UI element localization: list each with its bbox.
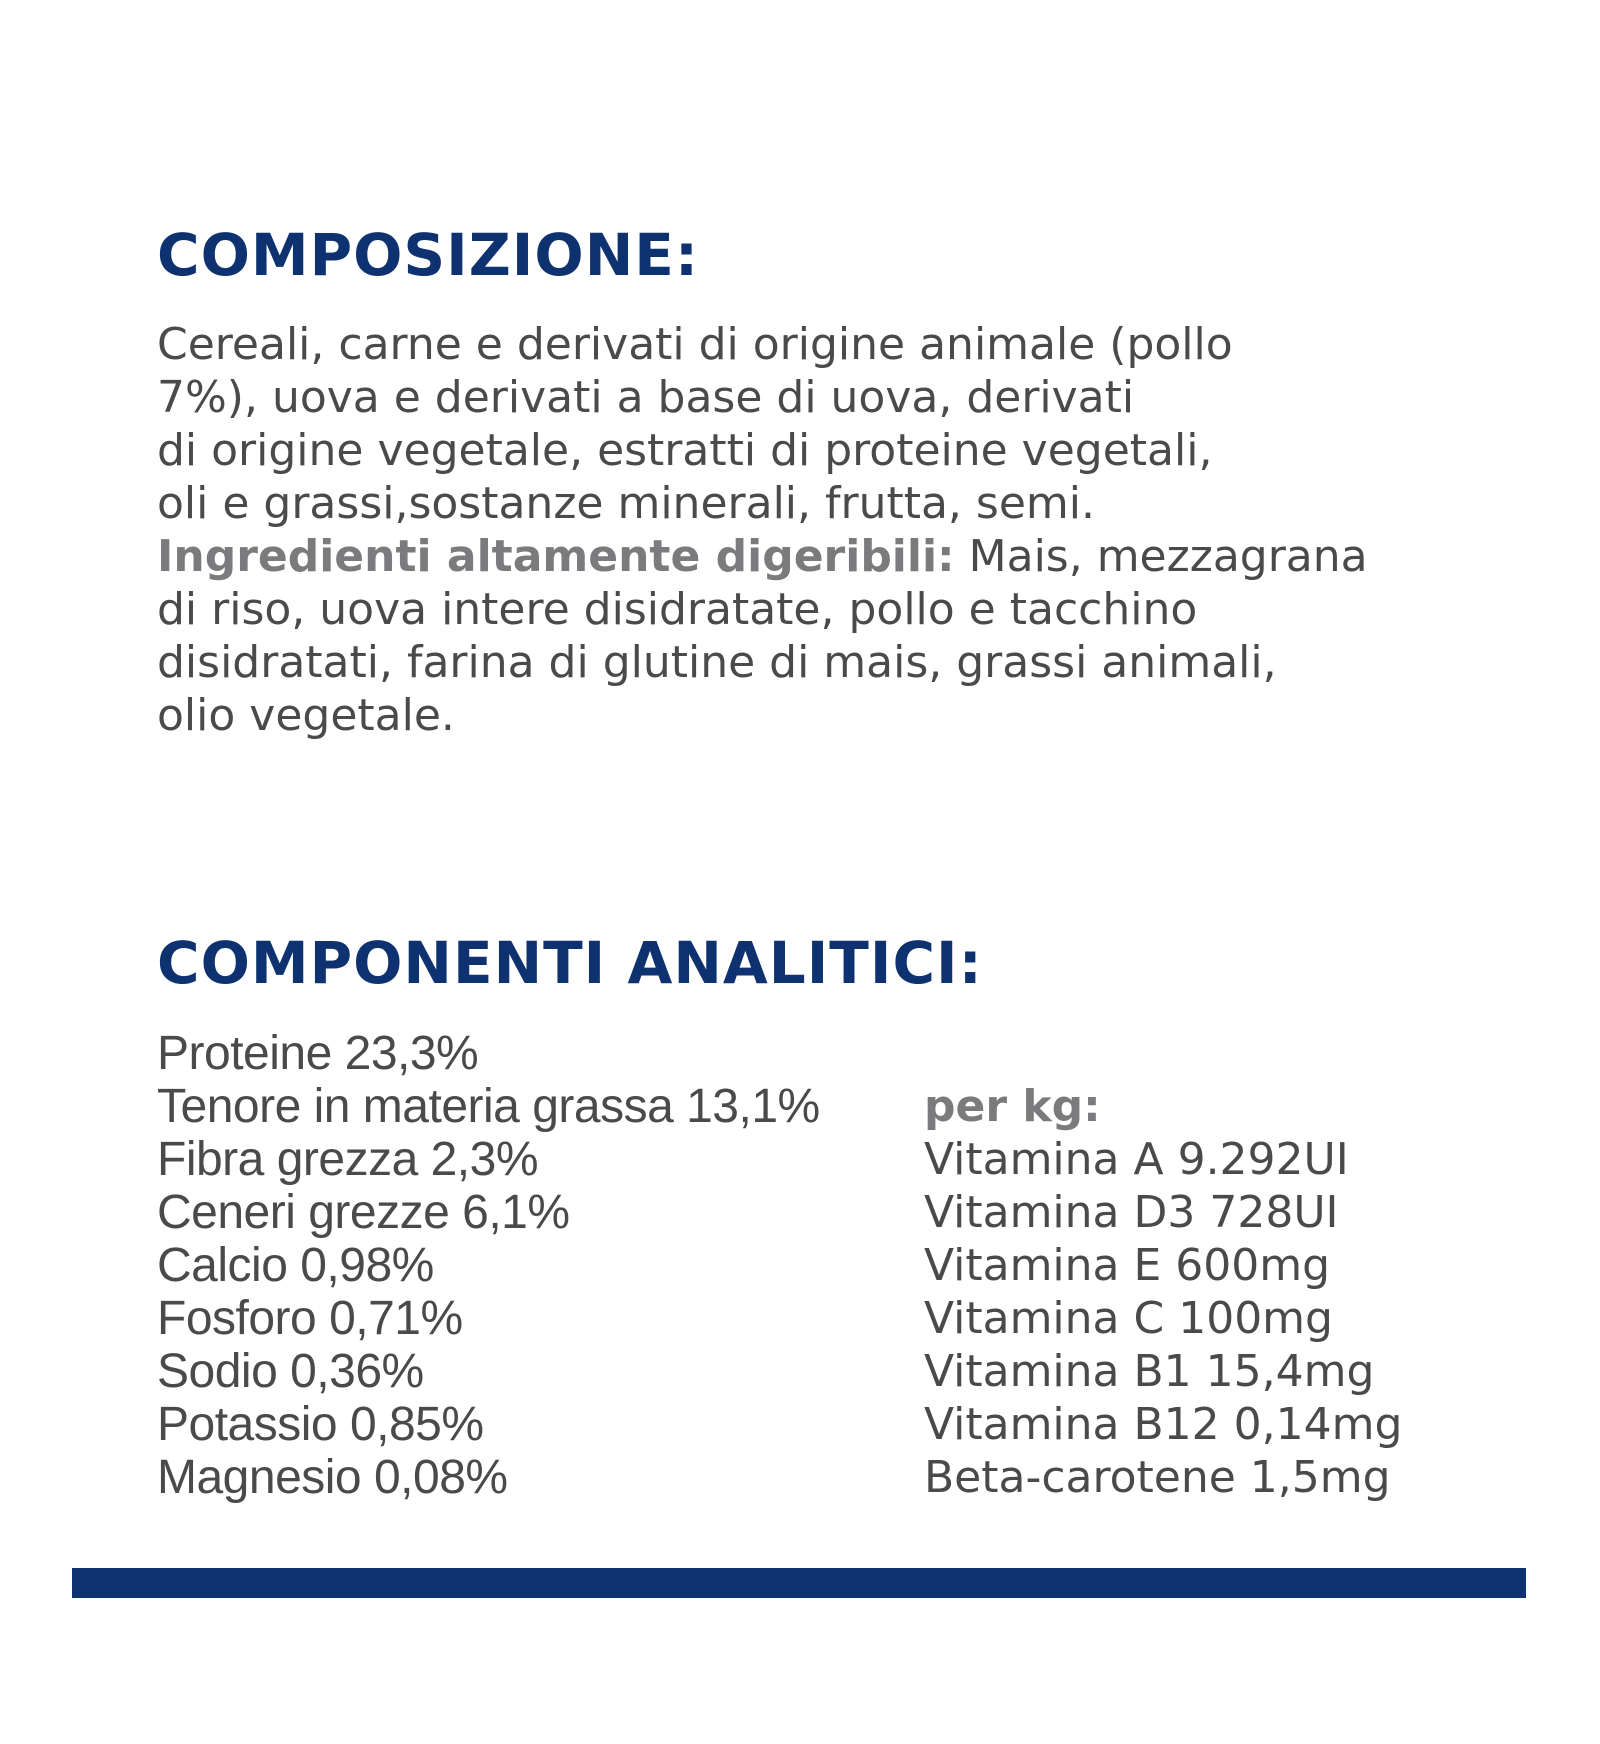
- composition-line: di origine vegetale, estratti di proteine vegetali,: [157, 425, 1213, 476]
- composition-line: 7%), uova e derivati a base di uova, derivati: [157, 372, 1135, 423]
- analytical-item: Calcio 0,98%: [157, 1239, 434, 1292]
- digestible-ingredients-line: disidratati, farina di glutine di mais, grassi animali,: [157, 637, 1277, 688]
- analytical-item: Proteine 23,3%: [157, 1027, 479, 1080]
- vitamin-list: [924, 1133, 1402, 1504]
- digestible-ingredients-line: di riso, uova intere disidratate, pollo e tacchino: [157, 584, 1198, 635]
- analytical-item: Ceneri grezze 6,1%: [157, 1186, 570, 1239]
- digestible-ingredients-line: [157, 530, 1487, 583]
- vitamin-item: Vitamina A 9.292UI: [924, 1134, 1349, 1185]
- composition-line: oli e grassi,sostanze minerali, frutta, semi.: [157, 478, 1095, 529]
- composition-text: [157, 318, 1487, 742]
- per-kg-label: per kg:: [924, 1081, 1101, 1132]
- vitamin-item: Vitamina B12 0,14mg: [924, 1399, 1403, 1450]
- digestible-ingredients-first-text: Mais, mezzagrana: [954, 531, 1368, 582]
- analytical-components-heading: COMPONENTI ANALITICI:: [157, 929, 983, 997]
- vitamin-item: Vitamina B1 15,4mg: [924, 1346, 1375, 1397]
- composition-line: Cereali, carne e derivati di origine animale (pollo: [157, 319, 1233, 370]
- composition-heading: COMPOSIZIONE:: [157, 221, 700, 289]
- vitamin-item: Vitamina D3 728UI: [924, 1187, 1339, 1238]
- analytical-item: Sodio 0,36%: [157, 1345, 424, 1398]
- digestible-ingredients-line: olio vegetale.: [157, 690, 455, 741]
- vitamin-item: Vitamina C 100mg: [924, 1293, 1333, 1344]
- analytical-item: Magnesio 0,08%: [157, 1451, 508, 1504]
- bottom-divider-bar: [72, 1568, 1526, 1598]
- analytical-item: Fibra grezza 2,3%: [157, 1133, 539, 1186]
- analytical-item: Fosforo 0,71%: [157, 1292, 463, 1345]
- vitamins-per-kg-block: [924, 1080, 1402, 1504]
- analytical-item: Potassio 0,85%: [157, 1398, 484, 1451]
- digestible-ingredients-label: Ingredienti altamente digeribili:: [157, 531, 955, 582]
- analytical-components-list: [157, 1027, 820, 1504]
- vitamin-item: Vitamina E 600mg: [924, 1240, 1331, 1291]
- vitamin-item: Beta-carotene 1,5mg: [924, 1452, 1391, 1503]
- analytical-item: Tenore in materia grassa 13,1%: [157, 1080, 820, 1133]
